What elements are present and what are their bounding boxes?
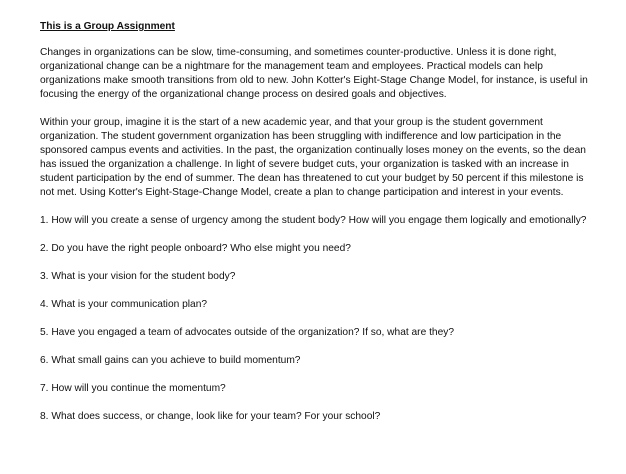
question-item: 3. What is your vision for the student body? xyxy=(40,271,236,282)
question-item: 6. What small gains can you achieve to build momentum? xyxy=(40,355,301,366)
scenario-paragraph: Within your group, imagine it is the start of a new academic year, and that your group is the student government organization. The student government organization has been struggling with indifference and low participation in the sponsored campus events and activities. In the past, the organization continually loses money on the events, so the dean has issued the organization a challenge. In light of severe budget cuts, your organization is tasked with an increase in student participation by the end of summer. The dean has threatened to cut your budget by 50 percent if this milestone is not met. Using Kotter's Eight-Stage-Change Model, create a plan to change participation and interest in your events. xyxy=(40,117,586,198)
document-body xyxy=(40,20,600,438)
intro-paragraph: Changes in organizations can be slow, time-consuming, and sometimes counter-productive. Unless it is done right, organizational change can be a nightmare for the management team and employees. Practical models can help organizations make smooth transitions from old to new. John Kotter's Eight-Stage Change Model, for instance, is useful in focusing the energy of the organizational change process on desired goals and objectives. xyxy=(40,47,588,100)
question-item: 1. How will you create a sense of urgency among the student body? How will you engage them logically and emotionally? xyxy=(40,215,587,226)
question-list xyxy=(40,214,600,424)
question-item: 8. What does success, or change, look like for your team? For your school? xyxy=(40,411,381,422)
question-item: 7. How will you continue the momentum? xyxy=(40,383,226,394)
question-item: 5. Have you engaged a team of advocates outside of the organization? If so, what are they? xyxy=(40,327,454,338)
assignment-title: This is a Group Assignment xyxy=(40,21,175,32)
question-item: 2. Do you have the right people onboard? Who else might you need? xyxy=(40,243,351,254)
question-item: 4. What is your communication plan? xyxy=(40,299,208,310)
